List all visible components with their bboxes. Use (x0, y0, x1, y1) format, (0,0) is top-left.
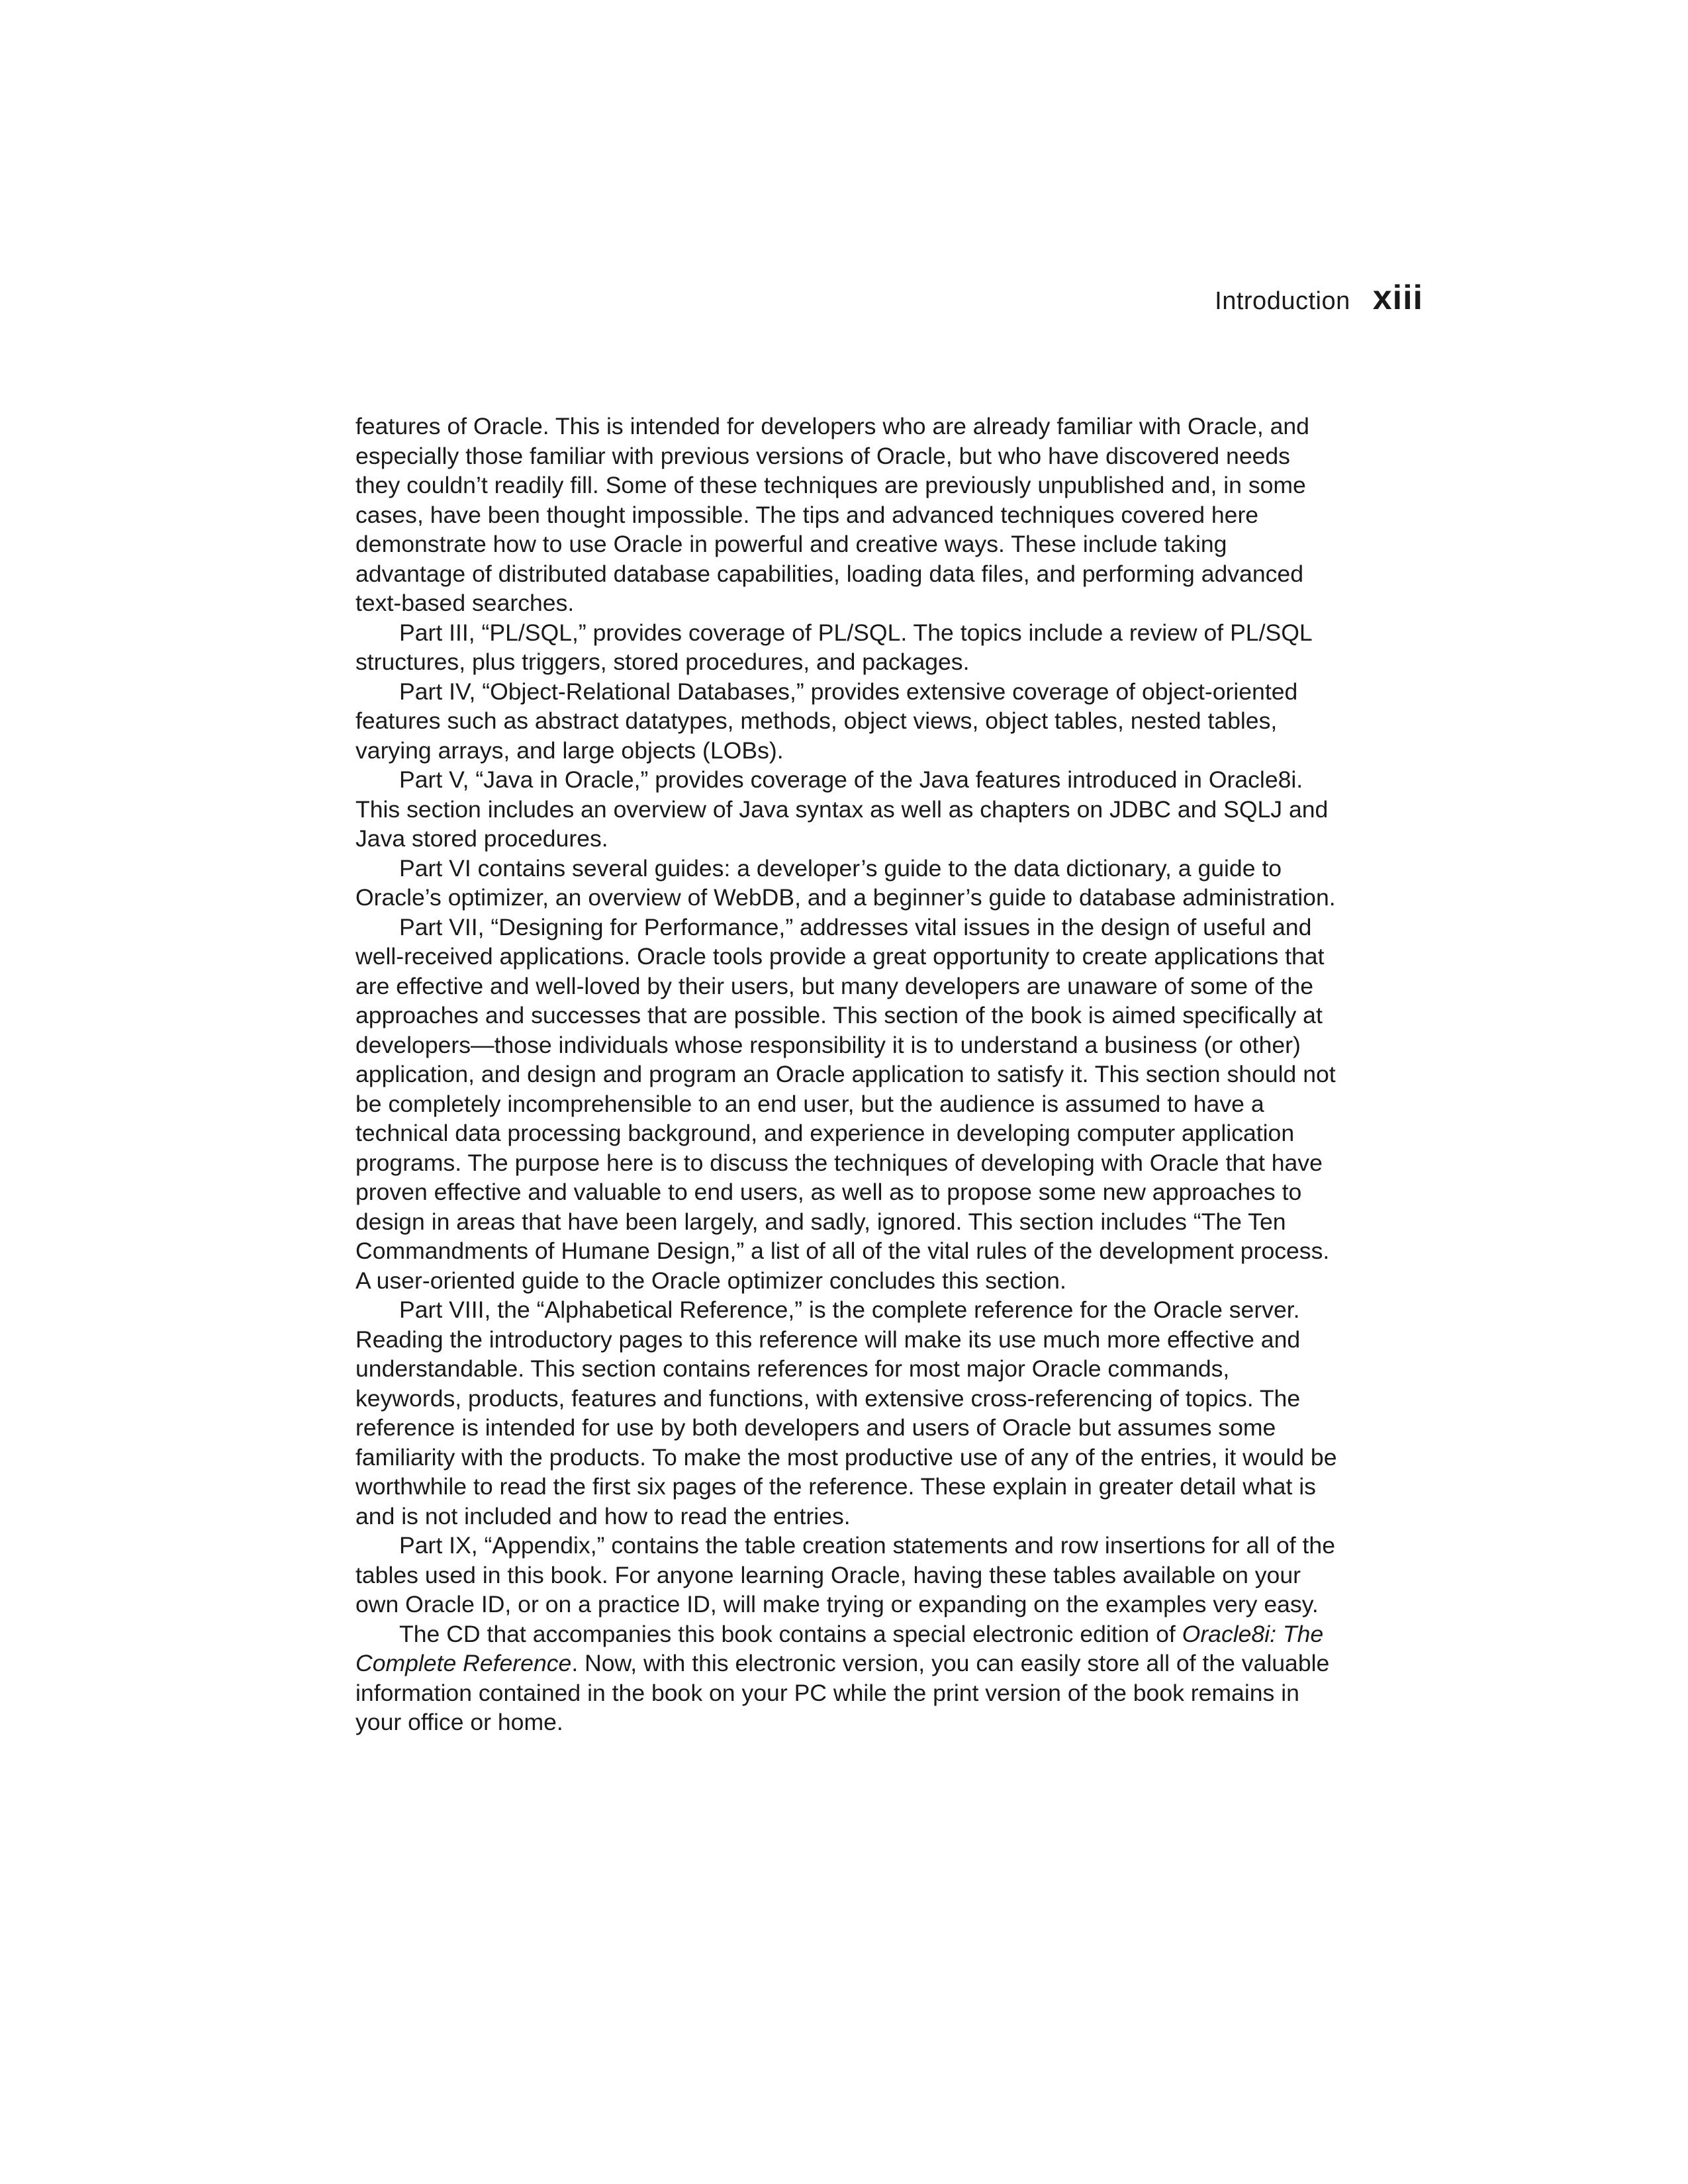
running-head (1215, 278, 1423, 318)
paragraph-part-viii: Part VIII, the “Alphabetical Reference,” is the complete reference for the Oracle server. Reading the introductory pages to this reference will make its use much more effective and understandable. This section contains references for most major Oracle commands, keywords, products, features and functions, with extensive cross-referencing of topics. The reference is intended for use by both developers and users of Oracle but assumes some familiarity with the products. To make the most productive use of any of the entries, it would be worthwhile to read the first six pages of the reference. These explain in greater detail what is and is not included and how to read the entries. (355, 1297, 1337, 1529)
paragraph-part-ix: Part IX, “Appendix,” contains the table creation statements and row insertions for all of the tables used in this book. For anyone learning Oracle, having these tables available on your own Oracle ID, or on a practice ID, will make trying or expanding on the examples very easy. (355, 1532, 1335, 1617)
paragraph-part-iv: Part IV, “Object-Relational Databases,” provides extensive coverage of object-oriented features such as abstract datatypes, methods, object views, object tables, nested tables, varying arrays, and large objects (LOBs). (355, 678, 1298, 764)
body-text (355, 412, 1338, 1737)
paragraph-continued: features of Oracle. This is intended for developers who are already familiar with Oracle, and especially those familiar with previous versions of Oracle, but who have discovered needs they couldn’t readily fill. Some of these techniques are previously unpublished and, in some cases, have been thought impossible. The tips and advanced techniques covered here demonstrate how to use Oracle in powerful and creative ways. These include taking advantage of distributed database capabilities, loading data files, and performing advanced text-based searches. (355, 413, 1309, 616)
page-number: xiii (1372, 279, 1423, 317)
cd-paragraph-tail: . Now, with this electronic version, you can easily store all of the valuable information contained in the book on your PC while the print version of the book remains in your office or home. (355, 1650, 1330, 1735)
paragraph-part-v: Part V, “Java in Oracle,” provides coverage of the Java features introduced in Oracle8i. This section includes an overview of Java syntax as well as chapters on JDBC and SQLJ and Java stored procedures. (355, 766, 1329, 852)
paragraph-part-vii: Part VII, “Designing for Performance,” addresses vital issues in the design of useful and well-received applications. Oracle tools provide a great opportunity to create applications that are effective and well-loved by their users, but many developers are unaware of some of the approaches and successes that are possible. This section of the book is aimed specifically at developers—those individuals whose responsibility it is to understand a business (or other) application, and design and program an Oracle application to satisfy it. This section should not be completely incomprehensible to an end user, but the audience is assumed to have a technical data processing background, and experience in developing computer application programs. The purpose here is to discuss the techniques of developing with Oracle that have proven effective and valuable to end users, as well as to propose some new approaches to design in areas that have been largely, and sadly, ignored. This section includes “The Ten Commandments of Humane Design,” a list of all of the vital rules of the development process. A user-oriented guide to the Oracle optimizer concludes this section. (355, 913, 1336, 1294)
cd-paragraph-lead: The CD that accompanies this book contains a special electronic edition of (399, 1620, 1182, 1647)
paragraph-cd (355, 1619, 1338, 1737)
running-title: Introduction (1215, 287, 1350, 315)
paragraph-part-iii: Part III, “PL/SQL,” provides coverage of PL/SQL. The topics include a review of PL/SQL structures, plus triggers, stored procedures, and packages. (355, 619, 1312, 675)
book-title: Oracle8i: The Complete Reference (355, 1620, 1324, 1676)
paragraph-part-vi: Part VI contains several guides: a developer’s guide to the data dictionary, a guide to Oracle’s optimizer, an overview of WebDB, and a beginner’s guide to database administration. (355, 854, 1336, 911)
